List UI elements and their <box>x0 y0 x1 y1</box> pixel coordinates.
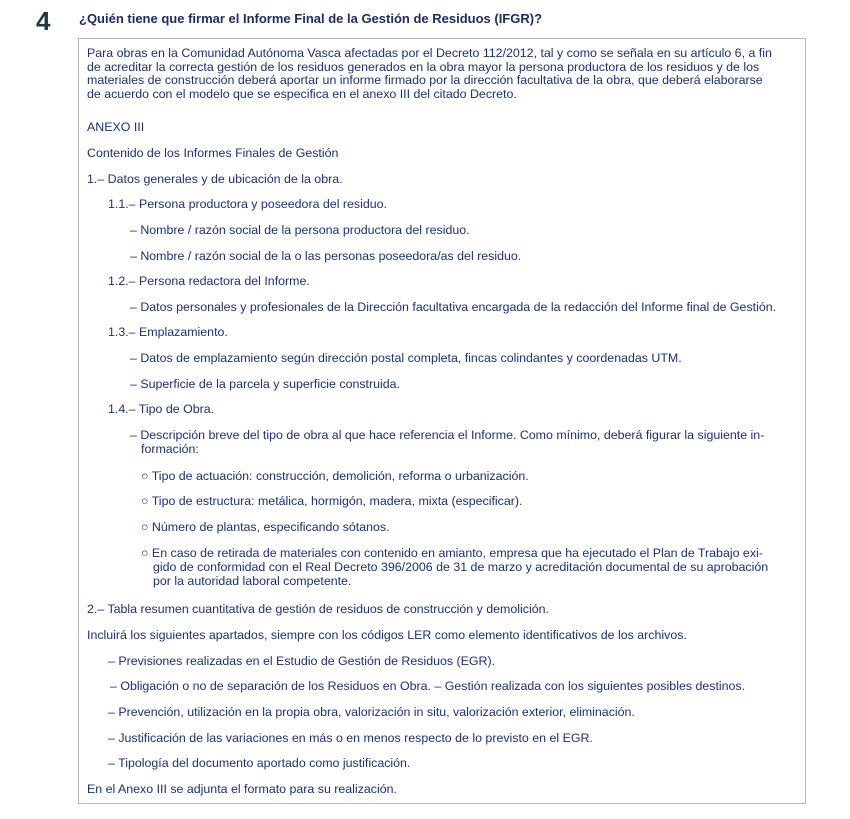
intro-line-1: Para obras en la Comunidad Autónoma Vasca afectadas por el Decreto 112/2012, tal y como se señala en su artículo 6, a fin <box>87 46 772 60</box>
bullet-actuacion: ○ Tipo de actuación: construcción, demolición, reforma o urbanización. <box>141 469 529 483</box>
section-2-item-tipologia: – Tipología del documento aportado como justificación. <box>108 756 411 770</box>
intro-line-4: de acuerdo con el modelo que se especifica en el anexo III del citado Decreto. <box>87 86 517 101</box>
annex-subtitle: Contenido de los Informes Finales de Gestión <box>87 146 339 160</box>
annex-heading: ANEXO III <box>87 120 145 134</box>
section-1-4: 1.4.– Tipo de Obra. <box>108 402 215 416</box>
bullet-amianto-line-3: por la autoridad laboral competente. <box>153 574 352 588</box>
section-1-3-item-a: – Datos de emplazamiento según dirección postal completa, fincas colindantes y coordenadas UTM. <box>130 351 682 365</box>
section-2-intro: Incluirá los siguientes apartados, siempre con los códigos LER como elemento identificativos de los archivos. <box>87 628 687 642</box>
section-1-1-item-b: – Nombre / razón social de la o las personas poseedora/as del residuo. <box>130 249 522 263</box>
bullet-amianto-line-2: gido de conformidad con el Real Decreto 396/2006 de 31 de marzo y acreditación documental de su aprobación <box>153 560 769 574</box>
intro-line-3: materiales de construcción deberá aportar un informe firmado por la dirección facultativa de la obra, que deberá elaborarse <box>87 73 763 87</box>
section-2-item-justificacion: – Justificación de las variaciones en más o en menos respecto de lo previsto en el EGR. <box>108 731 593 745</box>
question-title: ¿Quién tiene que firmar el Informe Final de la Gestión de Residuos (IFGR)? <box>79 11 543 26</box>
section-1-2-item-a: – Datos personales y profesionales de la Dirección facultativa encargada de la redacción del Informe final de Gestión. <box>130 300 777 314</box>
closing-note: En el Anexo III se adjunta el formato para su realización. <box>87 782 397 796</box>
section-1-3-item-b: – Superficie de la parcela y superficie construida. <box>130 377 400 391</box>
section-2-item-prevencion: – Prevención, utilización en la propia obra, valorización in situ, valorización exterior, eliminación. <box>108 705 635 719</box>
section-1-4-item-a-line-1: – Descripción breve del tipo de obra al que hace referencia el Informe. Como mínimo, deberá figurar la siguiente in- <box>130 428 765 442</box>
bullet-plantas: ○ Número de plantas, especificando sótanos. <box>141 520 390 534</box>
bullet-amianto-line-1: ○ En caso de retirada de materiales con contenido en amianto, empresa que ha ejecutado el Plan de Trabajo exi- <box>141 546 763 560</box>
section-2: 2.– Tabla resumen cuantitativa de gestión de residuos de construcción y demolición. <box>87 602 549 616</box>
bullet-estructura: ○ Tipo de estructura: metálica, hormigón, madera, mixta (especificar). <box>141 494 523 508</box>
section-1-4-item-a-line-2: formación: <box>141 442 199 456</box>
section-2-item-previsiones: – Previsiones realizadas en el Estudio de Gestión de Residuos (EGR). <box>108 654 496 668</box>
section-2-item-obligacion: – Obligación o no de separación de los Residuos en Obra. – Gestión realizada con los siguientes posibles destinos. <box>110 679 746 693</box>
intro-line-2: de acreditar la correcta gestión de los residuos generados en la obra mayor la persona productora de los residuos y de los <box>87 59 760 74</box>
section-1-3: 1.3.– Emplazamiento. <box>108 325 228 339</box>
question-number: 4 <box>36 6 51 36</box>
section-1-1: 1.1.– Persona productora y poseedora del residuo. <box>108 197 387 211</box>
section-1-2: 1.2.– Persona redactora del Informe. <box>108 274 310 288</box>
section-1-1-item-a: – Nombre / razón social de la persona productora del residuo. <box>130 223 470 237</box>
section-1: 1.– Datos generales y de ubicación de la obra. <box>87 172 343 186</box>
